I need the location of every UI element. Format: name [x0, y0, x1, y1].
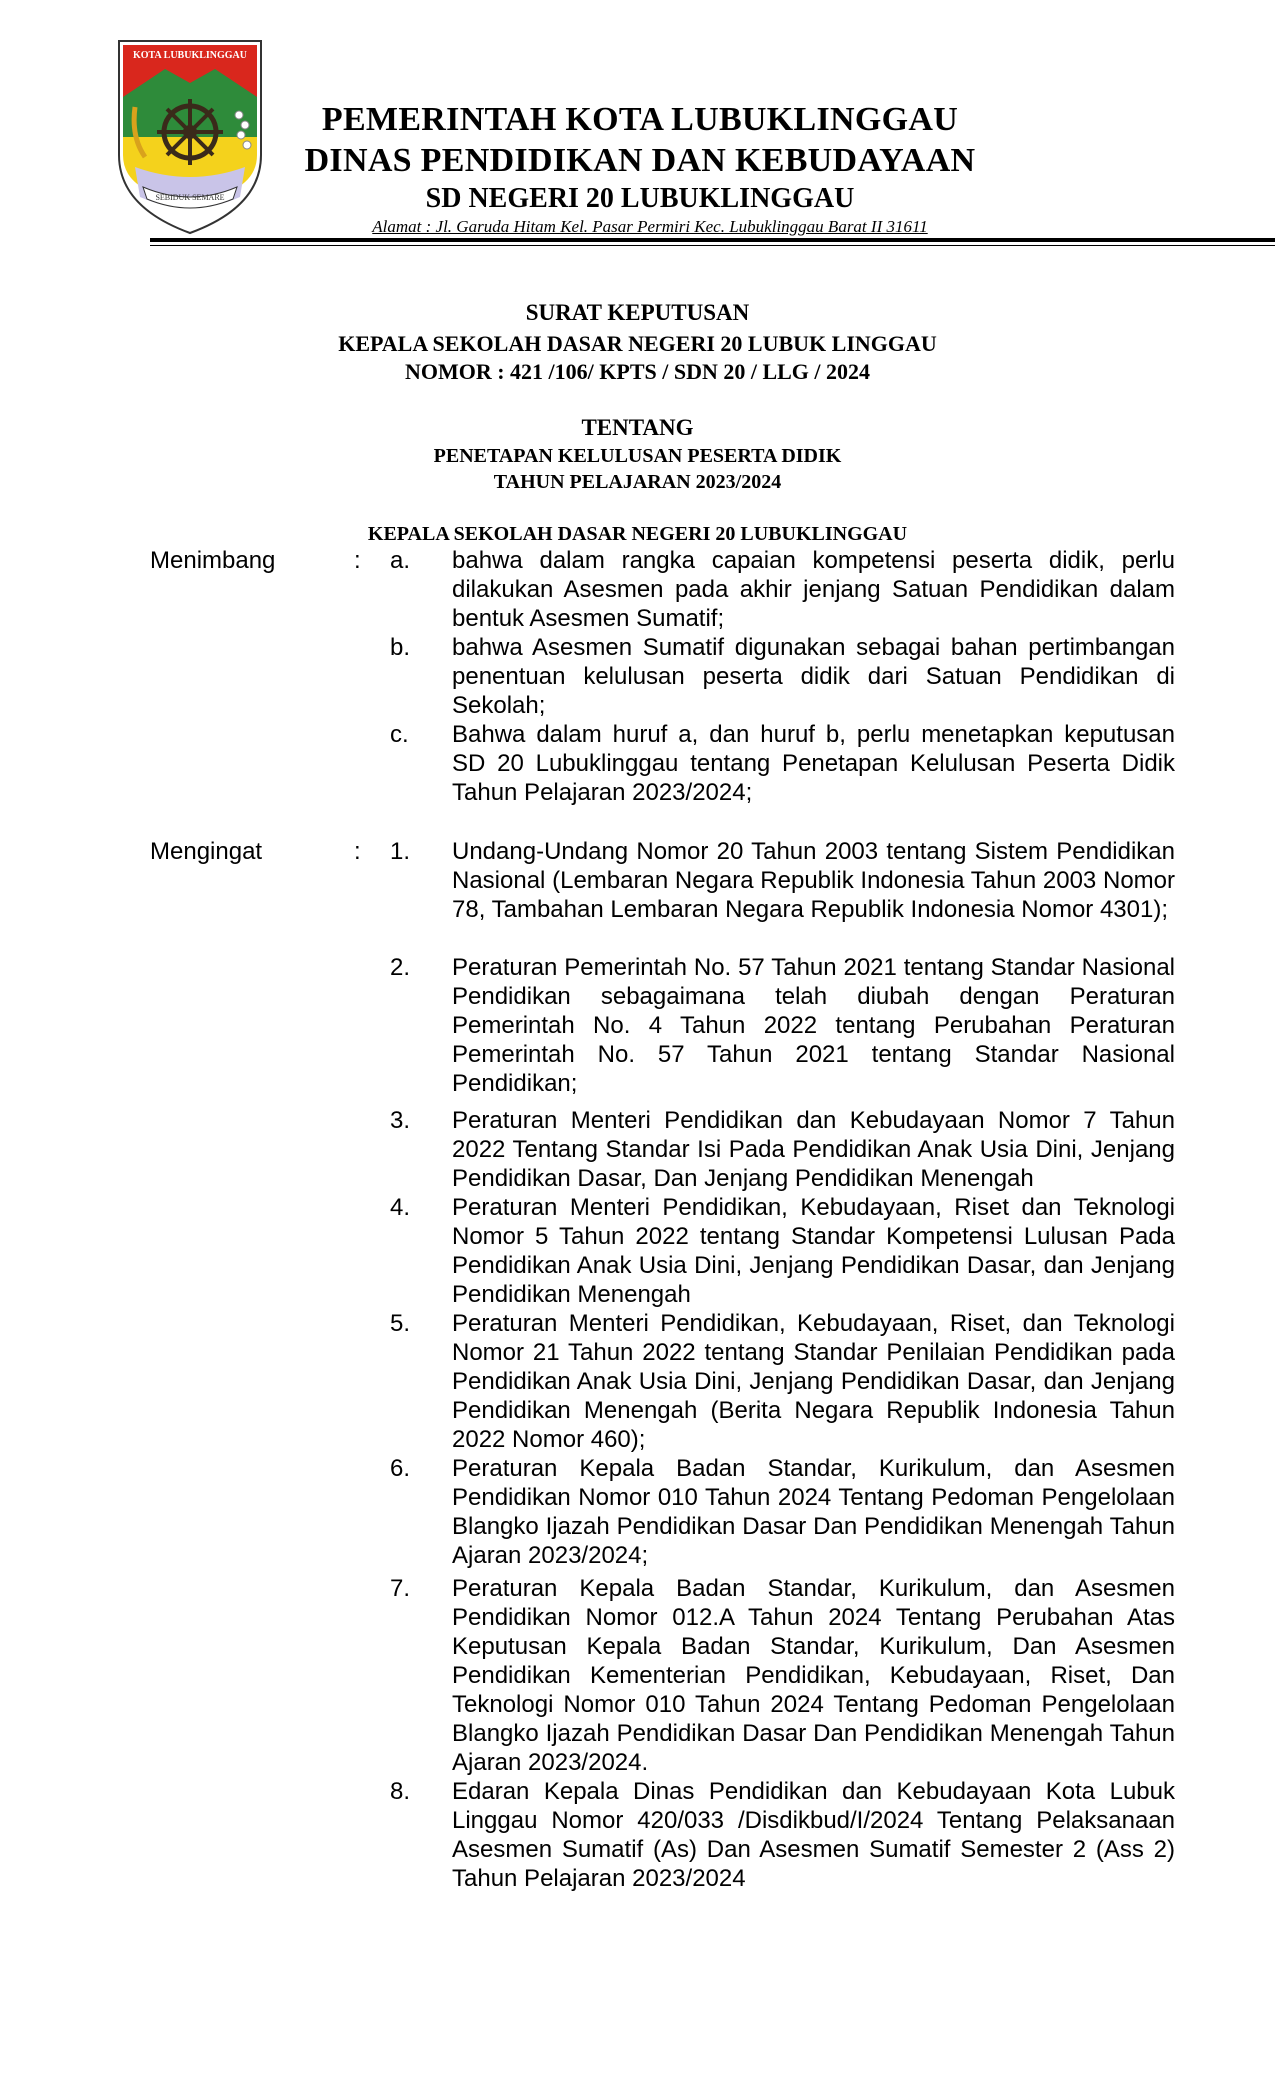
- logo-title-text: KOTA LUBUKLINGGAU: [133, 50, 247, 61]
- list-item-text: Undang-Undang Nomor 20 Tahun 2003 tentang Sistem Pendidikan Nasional (Lembaran Negara Republik Indonesia Tahun 2003 Nomor 78, Tambahan Lembaran Negara Republik Indonesia Nomor 4301);: [452, 838, 1175, 923]
- school-name-heading: SD NEGERI 20 LUBUKLINGGAU: [425, 183, 855, 214]
- government-name-heading: PEMERINTAH KOTA LUBUKLINGGAU: [321, 101, 959, 138]
- list-item-text: Peraturan Menteri Pendidikan, Kebudayaan, Riset, dan Teknologi Nomor 21 Tahun 2022 tentang Standar Penilaian Pendidikan pada Pendidikan Anak Usia Dini, Jenjang Pendidikan Dasar, dan Jenjang Pendidikan Menengah (Berita Negara Republik Indonesia Tahun 2022 Nomor 460);: [452, 1310, 1175, 1453]
- section-colon: :: [354, 838, 361, 865]
- list-item-marker: b.: [390, 634, 411, 661]
- department-name-heading: DINAS PENDIDIKAN DAN KEBUDAYAAN: [304, 142, 976, 179]
- list-item-text: bahwa Asesmen Sumatif digunakan sebagai bahan pertimbangan penentuan kelulusan peserta didik dari Satuan Pendidikan di Sekolah;: [452, 634, 1175, 719]
- list-item-text: Edaran Kepala Dinas Pendidikan dan Kebudayaan Kota Lubuk Linggau Nomor 420/033 /Disdikbud/I/2024 Tentang Pelaksanaan Asesmen Sumatif (As) Dan Asesmen Sumatif Semester 2 (Ass 2) Tahun Pelajaran 2023/2024: [452, 1778, 1175, 1892]
- list-item-text: Peraturan Kepala Badan Standar, Kurikulum, dan Asesmen Pendidikan Nomor 012.A Tahun 2024 Tentang Perubahan Atas Keputusan Kepala Badan Standar, Kurikulum, Dan Asesmen Pendidikan Kementerian Pendidikan, Kebudayaan, Riset, Dan Teknologi Nomor 010 Tahun 2024 Tentang Pedoman Pengelolaan Blangko Ijazah Pendidikan Dasar Dan Pendidikan Menengah Tahun Ajaran 2023/2024.: [452, 1575, 1175, 1776]
- section-colon: :: [354, 547, 361, 574]
- about-year: TAHUN PELAJARAN 2023/2024: [493, 471, 782, 493]
- list-item-text: Peraturan Menteri Pendidikan dan Kebudayaan Nomor 7 Tahun 2022 Tentang Standar Isi Pada Pendidikan Anak Usia Dini, Jenjang Pendidikan Dasar, Dan Jenjang Pendidikan Menengah: [452, 1107, 1175, 1192]
- list-item-marker: 2.: [390, 954, 411, 981]
- about-heading: TENTANG: [581, 415, 694, 440]
- letterhead-thin-rule: [150, 245, 1275, 246]
- list-item-text: bahwa dalam rangka capaian kompetensi peserta didik, perlu dilakukan Asesmen pada akhir jenjang Satuan Pendidikan dalam bentuk Asesmen Sumatif;: [452, 547, 1175, 632]
- list-item-marker: 6.: [390, 1455, 411, 1482]
- list-item-marker: 4.: [390, 1194, 411, 1221]
- list-item-text: Bahwa dalam huruf a, dan huruf b, perlu menetapkan keputusan SD 20 Lubuklinggau tentang Penetapan Kelulusan Peserta Didik Tahun Pelajaran 2023/2024;: [452, 721, 1175, 806]
- logo-ribbon-text: SEBIDUK SEMARE: [155, 193, 225, 202]
- school-address: Alamat : Jl. Garuda Hitam Kel. Pasar Permiri Kec. Lubuklinggau Barat II 31611: [372, 217, 928, 236]
- list-item-marker: a.: [390, 547, 411, 574]
- decree-title: SURAT KEPUTUSAN: [525, 300, 750, 325]
- list-item-marker: 8.: [390, 1778, 411, 1805]
- list-item-marker: 7.: [390, 1575, 411, 1602]
- list-item-text: Peraturan Menteri Pendidikan, Kebudayaan, Riset dan Teknologi Nomor 5 Tahun 2022 tentang Standar Kompetensi Lulusan Pada Pendidikan Anak Usia Dini, Jenjang Pendidikan Dasar, dan Jenjang Pendidikan Menengah: [452, 1194, 1175, 1308]
- list-item-marker: c.: [390, 721, 409, 748]
- about-subject: PENETAPAN KELULUSAN PESERTA DIDIK: [433, 445, 842, 467]
- decree-number: NOMOR : 421 /106/ KPTS / SDN 20 / LLG / 2024: [404, 359, 871, 384]
- list-item-text: Peraturan Kepala Badan Standar, Kurikulum, dan Asesmen Pendidikan Nomor 010 Tahun 2024 Tentang Pedoman Pengelolaan Blangko Ijazah Pendidikan Dasar Dan Pendidikan Menengah Tahun Ajaran 2023/2024;: [452, 1455, 1175, 1569]
- list-item-marker: 5.: [390, 1310, 411, 1337]
- list-item-text: Peraturan Pemerintah No. 57 Tahun 2021 tentang Standar Nasional Pendidikan sebagaimana telah diubah dengan Peraturan Pemerintah No. 4 Tahun 2022 tentang Perubahan Peraturan Pemerintah No. 57 Tahun 2021 tentang Standar Nasional Pendidikan;: [452, 954, 1175, 1097]
- list-item-marker: 1.: [390, 838, 411, 865]
- list-item-marker: 3.: [390, 1107, 411, 1134]
- section-label: Menimbang: [150, 547, 276, 574]
- letterhead-thick-rule: [150, 238, 1275, 242]
- decree-issuer: KEPALA SEKOLAH DASAR NEGERI 20 LUBUK LINGGAU: [338, 331, 937, 356]
- principal-heading: KEPALA SEKOLAH DASAR NEGERI 20 LUBUKLINGGAU: [367, 523, 908, 545]
- section-label: Mengingat: [150, 838, 263, 865]
